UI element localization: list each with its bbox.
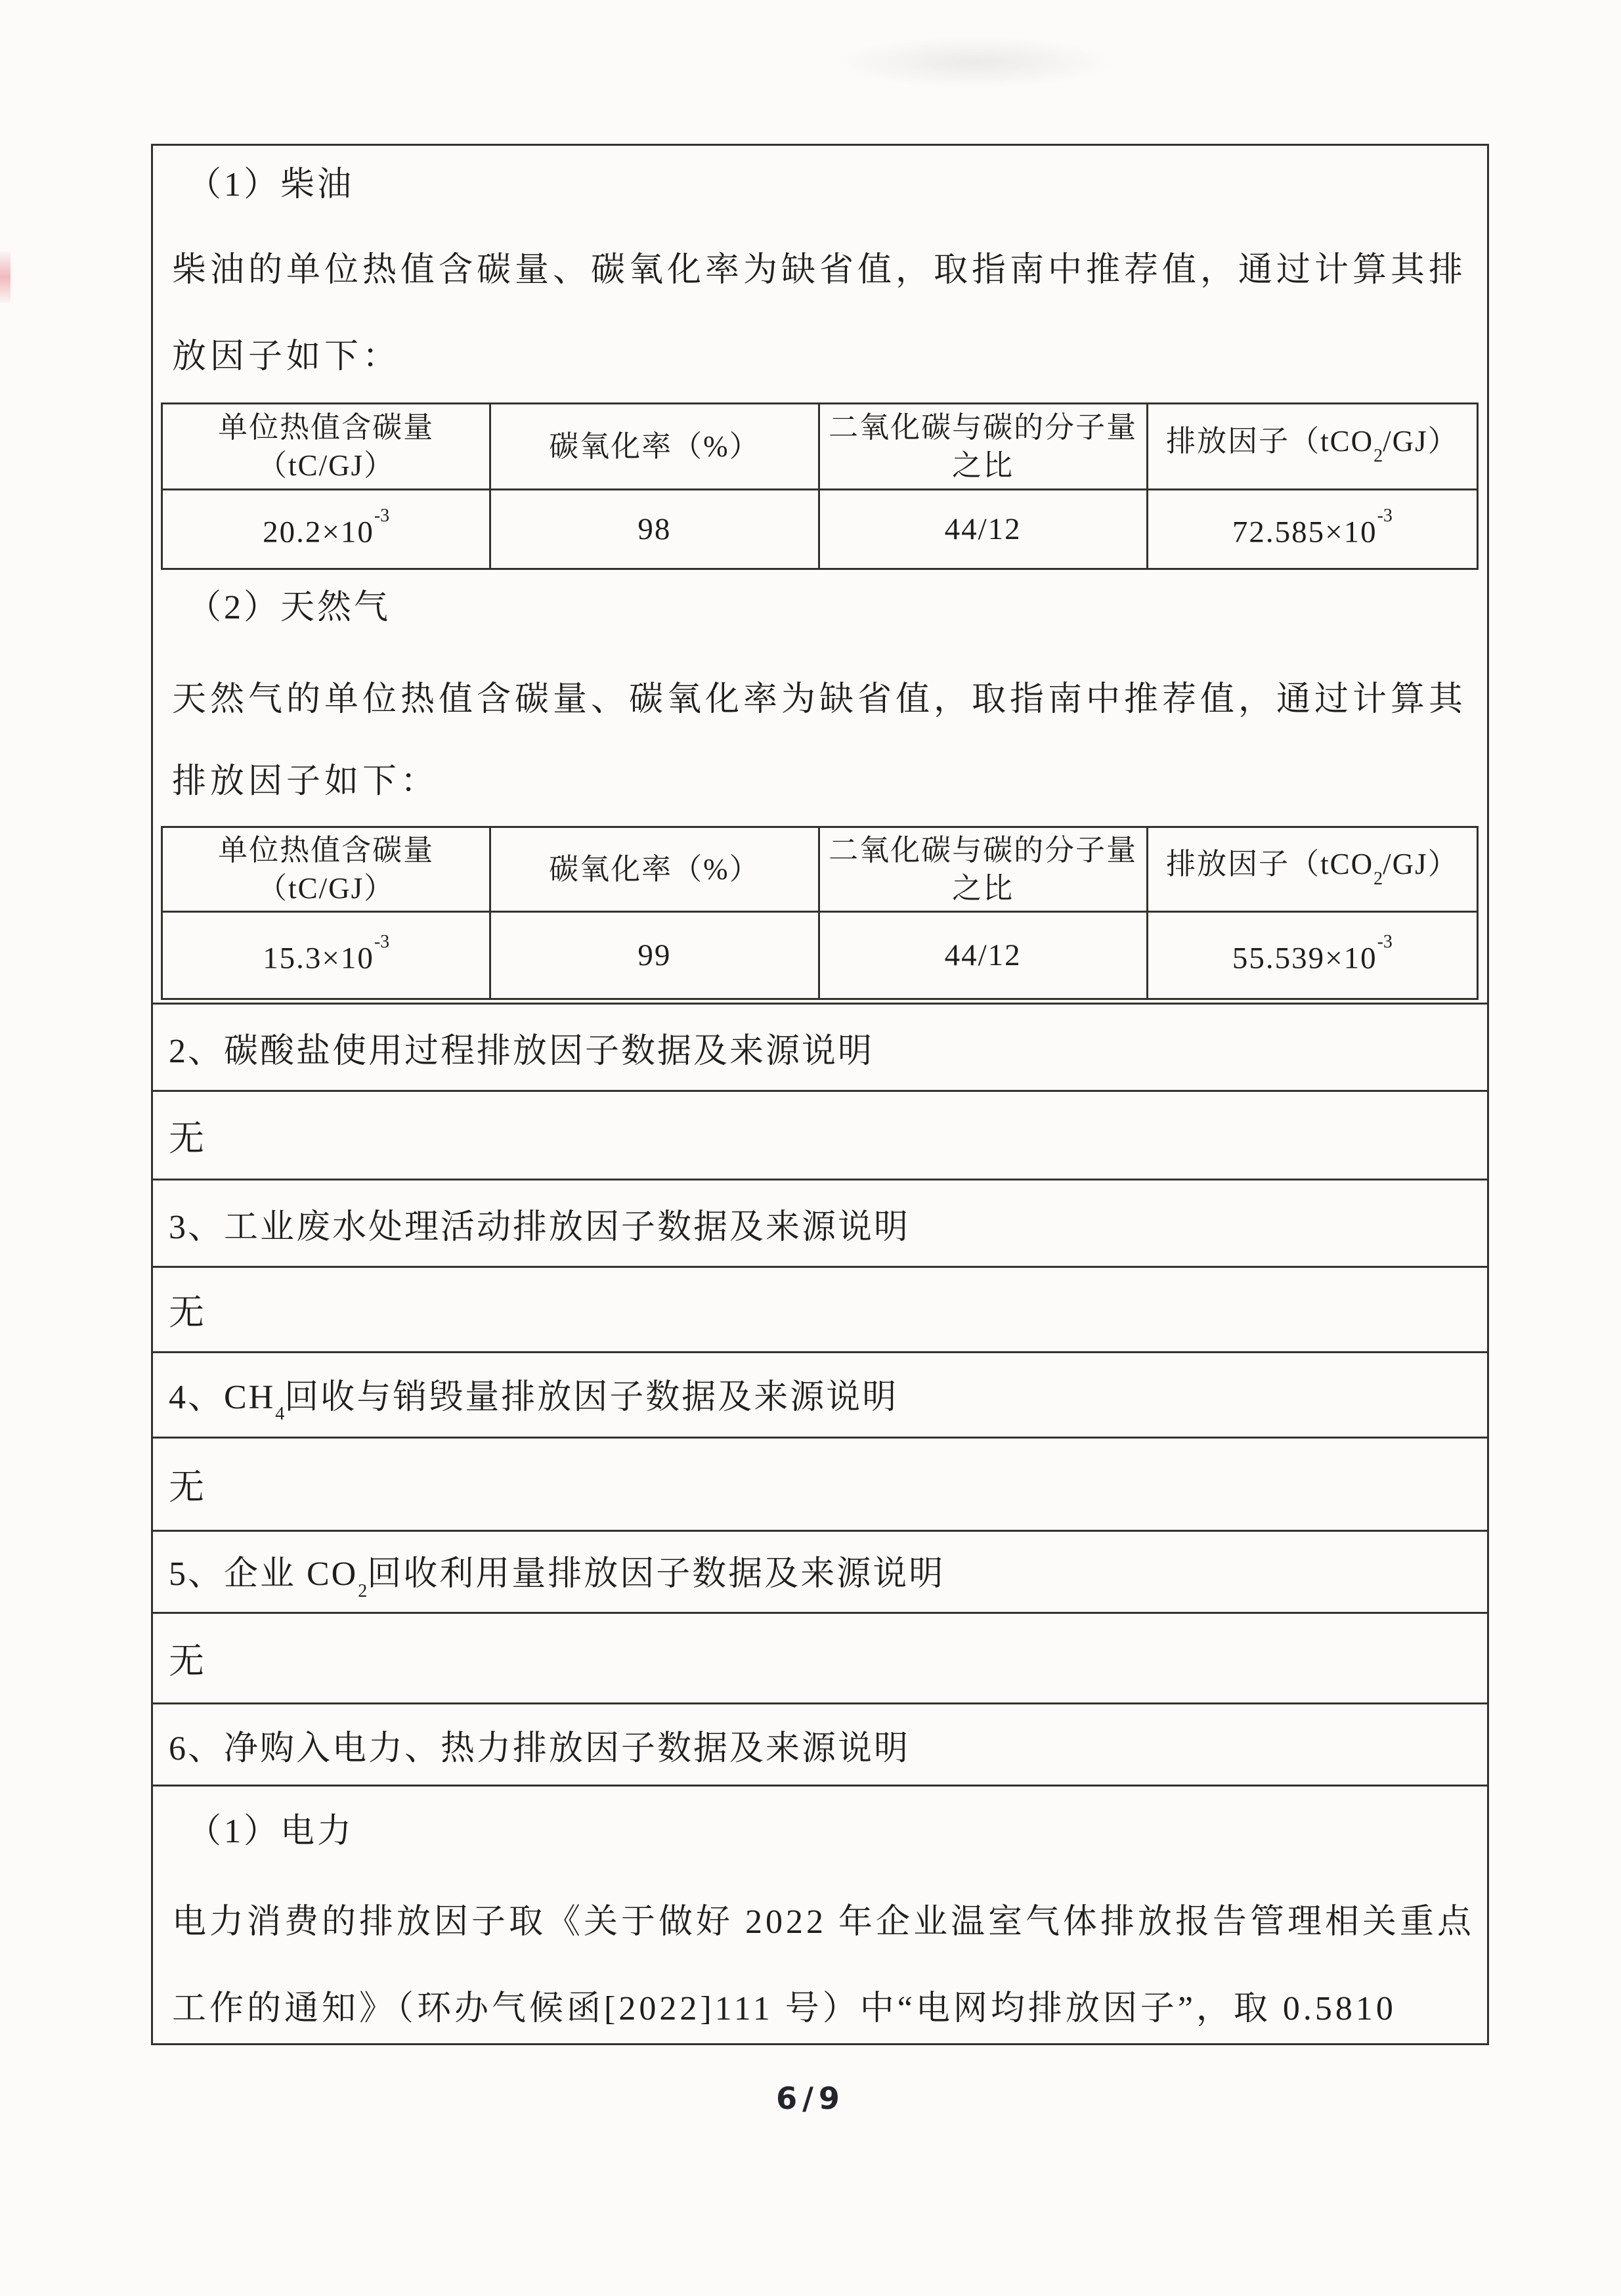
section-5-heading-prefix: 5、企业 CO xyxy=(169,1555,358,1593)
diesel-subsection-title: （1）柴油 xyxy=(187,166,355,204)
diesel-oxidation-rate-text: 98 xyxy=(638,512,672,546)
diesel-carbon-content-exponent: -3 xyxy=(374,505,390,526)
diesel-emission-factor-value xyxy=(1148,490,1477,568)
header-oxidation-rate-text: 碳氧化率（%） xyxy=(549,853,760,886)
diesel-emission-factor-table xyxy=(161,402,1479,570)
diesel-emission-factor-exponent: -3 xyxy=(1377,505,1393,526)
diesel-emission-factor-base: 72.585×10 xyxy=(1232,515,1377,550)
header-emission-factor xyxy=(1148,404,1477,490)
electricity-paragraph-line2: 工作的通知》（环办气候函[2022]111 号）中“电网均排放因子”，取 0.5810 xyxy=(172,1990,1396,2027)
gas-molecular-ratio-text: 44/12 xyxy=(944,938,1022,972)
gas-oxidation-rate-value xyxy=(491,913,819,998)
section-5-value: 无 xyxy=(169,1641,205,1681)
diesel-carbon-content-base: 20.2×10 xyxy=(263,515,374,550)
section-5-heading xyxy=(169,1546,945,1601)
section-5-heading-suffix: 回收利用量排放因子数据及来源说明 xyxy=(367,1555,945,1593)
scan-pink-edge-artifact xyxy=(0,251,11,303)
header-emission-factor-prefix: 排放因子（tCO xyxy=(1166,847,1374,880)
diesel-carbon-content-text xyxy=(263,507,389,552)
section-6-heading: 6、净购入电力、热力排放因子数据及来源说明 xyxy=(169,1729,911,1767)
diesel-paragraph-line2: 放因子如下： xyxy=(172,338,401,376)
gas-oxidation-rate-text: 99 xyxy=(638,938,672,972)
electricity-subsection-title: （1）电力 xyxy=(187,1813,355,1850)
header-carbon-content-line1: 单位热值含碳量 xyxy=(218,411,435,444)
header-emission-factor-subscript: 2 xyxy=(1373,445,1383,466)
gas-molecular-ratio-value xyxy=(820,913,1148,998)
header-oxidation-rate xyxy=(491,828,819,913)
electricity-paragraph-line1: 电力消费的排放因子取《关于做好 2022 年企业温室气体排放报告管理相关重点 xyxy=(172,1903,1475,1941)
gas-paragraph-line2: 排放因子如下： xyxy=(172,763,439,800)
header-emission-factor-subscript: 2 xyxy=(1373,868,1383,889)
header-emission-factor xyxy=(1148,828,1477,913)
diesel-molecular-ratio-text: 44/12 xyxy=(944,512,1022,546)
scan-smudge-artifact xyxy=(834,36,1116,89)
gas-emission-factor-text xyxy=(1232,933,1393,978)
diesel-oxidation-rate-value xyxy=(491,490,819,568)
section-4-value: 无 xyxy=(169,1467,205,1507)
header-emission-factor-text xyxy=(1166,845,1459,894)
header-carbon-content-line1: 单位热值含碳量 xyxy=(218,834,435,867)
gas-emission-factor-value xyxy=(1148,913,1477,998)
gas-emission-factor-table xyxy=(161,826,1479,1000)
header-oxidation-rate-text: 碳氧化率（%） xyxy=(549,430,760,463)
section-4-heading-prefix: 4、CH xyxy=(169,1378,276,1416)
gas-carbon-content-value xyxy=(163,913,491,998)
gas-carbon-content-text xyxy=(263,933,389,978)
header-molecular-ratio-line1: 二氧化碳与碳的分子量 xyxy=(829,834,1138,867)
header-carbon-content xyxy=(163,404,491,490)
section-6-heading-row xyxy=(153,1702,1487,1785)
section-3-heading-row xyxy=(153,1179,1487,1266)
section-fuel-emission-factors xyxy=(153,146,1487,1003)
section-4-value-row xyxy=(153,1437,1487,1530)
header-emission-factor-text xyxy=(1166,422,1459,471)
section-2-heading: 2、碳酸盐使用过程排放因子数据及来源说明 xyxy=(169,1032,875,1070)
header-molecular-ratio xyxy=(820,828,1148,913)
section-3-heading: 3、工业废水处理活动排放因子数据及来源说明 xyxy=(169,1208,911,1246)
header-molecular-ratio-line1: 二氧化碳与碳的分子量 xyxy=(829,411,1138,444)
header-molecular-ratio xyxy=(820,404,1148,490)
gas-subsection-title: （2）天然气 xyxy=(187,589,391,626)
diesel-carbon-content-value xyxy=(163,490,491,568)
diesel-molecular-ratio-value xyxy=(820,490,1148,568)
header-oxidation-rate xyxy=(491,404,819,490)
section-6-electricity-row xyxy=(153,1785,1487,2043)
section-2-value-row xyxy=(153,1090,1487,1179)
gas-carbon-content-exponent: -3 xyxy=(374,931,390,952)
gas-emission-factor-base: 55.539×10 xyxy=(1232,941,1377,976)
section-3-value: 无 xyxy=(169,1293,205,1332)
header-carbon-content-line2: （tC/GJ） xyxy=(257,449,395,482)
gas-carbon-content-base: 15.3×10 xyxy=(263,941,374,976)
section-4-heading xyxy=(169,1369,899,1425)
section-5-value-row xyxy=(153,1612,1487,1702)
gas-paragraph-line1: 天然气的单位热值含碳量、碳氧化率为缺省值，取指南中推荐值，通过计算其 xyxy=(172,681,1467,718)
header-emission-factor-suffix: /GJ） xyxy=(1383,424,1459,458)
section-4-heading-row xyxy=(153,1351,1487,1437)
header-carbon-content xyxy=(163,828,491,913)
section-2-value: 无 xyxy=(169,1118,205,1158)
header-emission-factor-prefix: 排放因子（tCO xyxy=(1166,424,1374,458)
diesel-emission-factor-text xyxy=(1232,507,1393,552)
section-4-heading-suffix: 回收与销毁量排放因子数据及来源说明 xyxy=(284,1378,899,1416)
header-carbon-content-line2: （tC/GJ） xyxy=(257,872,395,905)
header-molecular-ratio-line2: 之比 xyxy=(952,872,1014,905)
section-3-value-row xyxy=(153,1266,1487,1351)
section-2-heading-row xyxy=(153,1003,1487,1090)
header-molecular-ratio-line2: 之比 xyxy=(952,449,1014,482)
section-5-heading-subscript: 2 xyxy=(358,1580,368,1601)
diesel-paragraph-line1: 柴油的单位热值含碳量、碳氧化率为缺省值，取指南中推荐值，通过计算其排 xyxy=(172,251,1467,289)
gas-emission-factor-exponent: -3 xyxy=(1377,931,1393,952)
section-5-heading-row xyxy=(153,1530,1487,1612)
page-number: 6/9 xyxy=(776,2081,845,2116)
header-emission-factor-suffix: /GJ） xyxy=(1383,847,1459,880)
report-form-border xyxy=(151,144,1489,2045)
section-4-heading-subscript: 4 xyxy=(275,1404,285,1425)
